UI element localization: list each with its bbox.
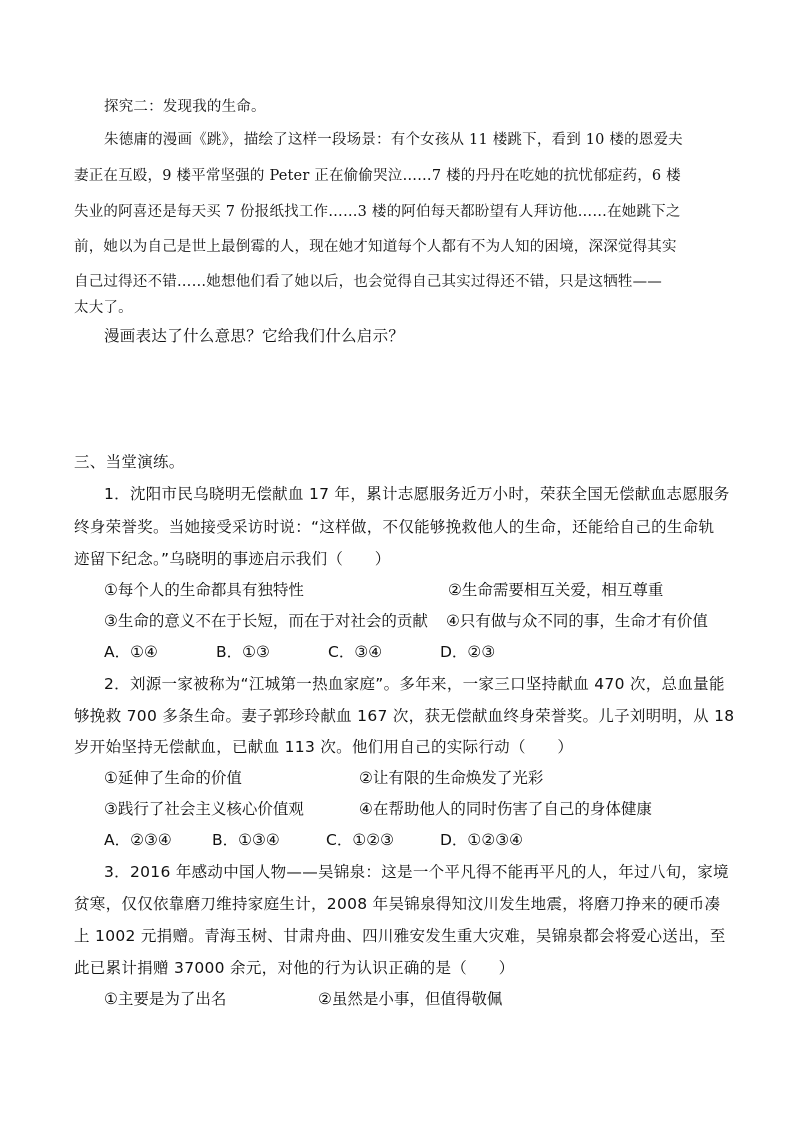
q3-stem-line: 3．2016 年感动中国人物——吴锦泉：这是一个平凡得不能再平凡的人，年过八旬，家境	[104, 863, 729, 881]
q3-stem-line: 贫寒，仅仅依靠磨刀维持家庭生计，2008 年吴锦泉得知汶川发生地震，将磨刀挣来的硬币凑	[74, 895, 721, 913]
q1-stem-line: 1．沈阳市民乌晓明无偿献血 17 年，累计志愿服务近万小时，荣获全国无偿献血志愿服务	[104, 485, 730, 503]
explore-paragraph-line: 太大了。	[74, 300, 133, 316]
explore-paragraph-line: 妻正在互殴，9 楼平常坚强的 Peter 正在偷偷哭泣……7 楼的丹丹在吃她的抗忧郁症药，6 楼	[74, 168, 681, 184]
q2-statement: ④在帮助他人的同时伤害了自己的身体健康	[359, 800, 652, 818]
q2-statement: ①延伸了生命的价值	[104, 769, 242, 787]
explore-paragraph-line: 朱德庸的漫画《跳》，描绘了这样一段场景：有个女孩从 11 楼跳下，看到 10 楼的恩爱夫	[104, 132, 683, 148]
q1-stem-line: 终身荣誉奖。当她接受采访时说：“这样做，不仅能够挽救他人的生命，还能给自己的生命轨	[74, 518, 715, 536]
q2-option-d[interactable]: D．①②③④	[440, 831, 524, 849]
q2-option-b[interactable]: B．①③④	[212, 831, 280, 849]
q1-option-b[interactable]: B．①③	[216, 643, 270, 661]
q1-option-a[interactable]: A．①④	[104, 643, 158, 661]
q3-stem-line: 此已累计捐赠 37000 余元，对他的行为认识正确的是（ ）	[74, 959, 515, 977]
q1-statement: ④只有做与众不同的事，生命才有价值	[446, 612, 708, 630]
q1-option-c[interactable]: C．③④	[328, 643, 383, 661]
practice-heading: 三、当堂演练。	[74, 453, 185, 471]
explore-heading: 探究二：发现我的生命。	[104, 99, 266, 115]
q2-option-c[interactable]: C．①②③	[326, 831, 395, 849]
explore-paragraph-line: 失业的阿喜还是每天买 7 份报纸找工作……3 楼的阿伯每天都盼望有人拜访他……在她跳下之	[74, 204, 681, 220]
q2-statement: ③践行了社会主义核心价值观	[104, 800, 304, 818]
q2-statement: ②让有限的生命焕发了光彩	[359, 769, 544, 787]
q2-option-a[interactable]: A．②③④	[104, 831, 172, 849]
explore-paragraph-line: 前，她以为自己是世上最倒霉的人，现在她才知道每个人都有不为人知的困境，深深觉得其实	[74, 239, 677, 255]
q2-stem-line: 岁开始坚持无偿献血，已献血 113 次。他们用自己的实际行动（ ）	[74, 738, 574, 756]
q3-statement: ②虽然是小事，但值得敬佩	[318, 990, 503, 1008]
q3-statement: ①主要是为了出名	[104, 990, 227, 1008]
q1-statement: ③生命的意义不在于长短，而在于对社会的贡献	[104, 612, 428, 630]
q1-statement: ①每个人的生命都具有独特性	[104, 581, 304, 599]
q3-stem-line: 上 1002 元捐赠。青海玉树、甘肃舟曲、四川雅安发生重大灾难，吴锦泉都会将爱心送出，至	[74, 927, 726, 945]
explore-question: 漫画表达了什么意思？它给我们什么启示？	[104, 327, 405, 345]
q1-option-d[interactable]: D．②③	[440, 643, 496, 661]
q1-stem-line: 迹留下纪念。”乌晓明的事迹启示我们（ ）	[74, 550, 391, 568]
q2-stem-line: 2．刘源一家被称为“江城第一热血家庭”。多年来，一家三口坚持献血 470 次，总血量能	[104, 675, 725, 693]
q2-stem-line: 够挽救 700 多条生命。妻子郭珍玲献血 167 次，获无偿献血终身荣誉奖。儿子刘明明，从 18	[74, 707, 735, 725]
q1-statement: ②生命需要相互关爱，相互尊重	[448, 581, 664, 599]
explore-paragraph-line: 自己过得还不错……她想他们看了她以后，也会觉得自己其实过得还不错，只是这牺牲——	[74, 274, 662, 290]
